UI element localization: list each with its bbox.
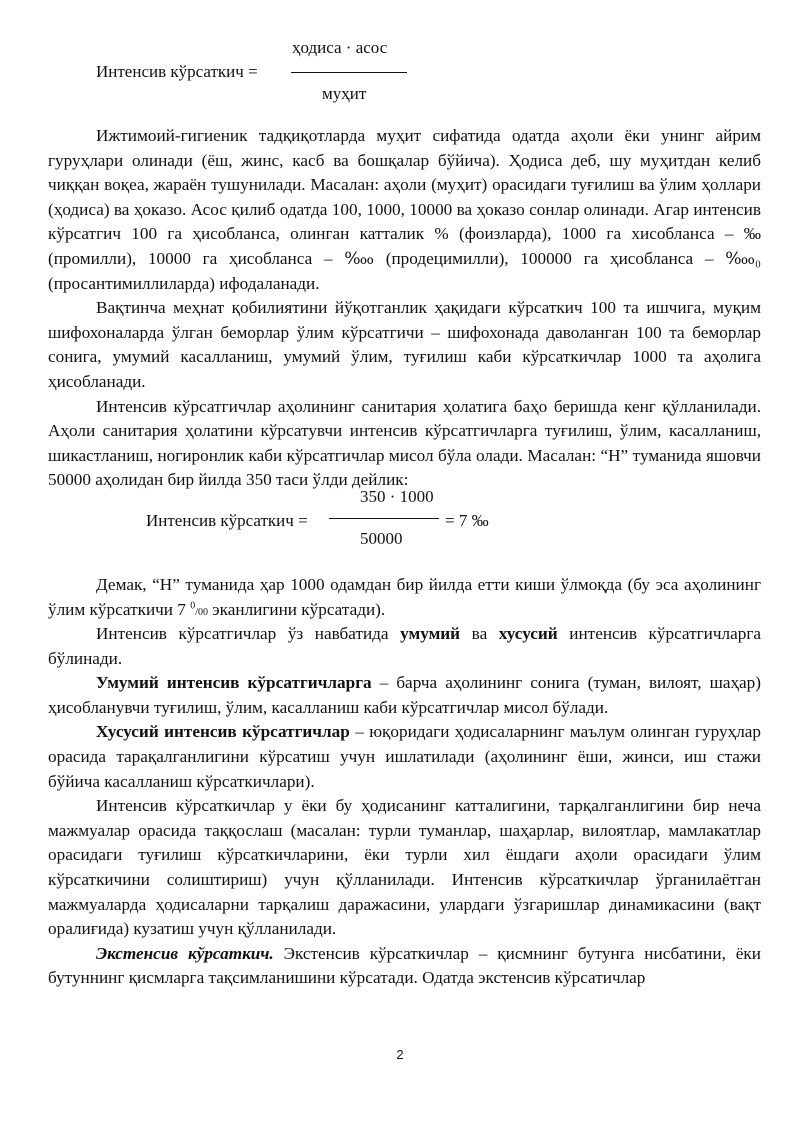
fraction-bar [329, 518, 439, 519]
intensive-formula-example [48, 486, 761, 569]
formula-lhs: Интенсив кўрсаткич = [96, 62, 258, 81]
intensive-formula-general [96, 38, 436, 108]
paragraph-types [48, 622, 761, 671]
text-run: интенсив кўрсатгичларга бўлинади. [48, 624, 761, 668]
formula-result: = 7 ‰ [445, 510, 489, 530]
bold-term: Хусусий интенсив кўрсатгичлар [96, 722, 350, 742]
paragraph-bases: Вақтинча меҳнат қобилиятини йўқотганлик ҳақидаги кўрсаткич 100 та ишчига, муқим шифохоналарда ўлган беморлар ўлим кўрсатгичи – шифохонада даволанган 100 та беморлар сонига, умумий касалланиш, умумий ўлим, туғилиш каби кўрсаткичлар 1000 та аҳолига ҳисобланади. [48, 298, 761, 391]
text-run: Экстенсив кўрсаткичлар – қисмнинг бутунга нисбатини, ёки бутуннинг қисмларга тақсимланишини кўрсатади. Одатда экстенсив кўрсатичлар [48, 943, 761, 988]
text-run: ва [460, 624, 499, 644]
paragraph-extensive [48, 942, 761, 991]
paragraph-general-intensive [48, 671, 761, 720]
superscript: 0 [190, 599, 196, 611]
formula-denominator: 50000 [360, 528, 403, 548]
text-run: – барча аҳолининг сонига (туман, вилоят, шаҳар) ҳисобланувчи туғилиш, ўлим, касалланиш каби кўрсатгичлар мисол бўлади. [48, 673, 761, 717]
text-run: эканлигини кўрсатади). [207, 599, 386, 619]
bold-term: Умумий интенсив кўрсатгичларга [96, 673, 372, 693]
paragraph-conclusion [48, 573, 761, 622]
paragraph-example-intro: Интенсив кўрсатгичлар аҳолининг санитария ҳолатига баҳо беришда кенг қўлланилади. Аҳоли санитария ҳолатини кўрсатувчи интенсив кўрсатгичларга туғилиш, ўлим, касалланиш, шикастланиш, ногиронлик каби кўрсатгичлар мисол бўла олади. Масалан: “Н” туманида яшовчи 50000 аҳолидан бир йилда 350 таси ўлди дейлик: [48, 396, 761, 490]
paragraph-usage: Интенсив кўрсаткичлар у ёки бу ҳодисанинг катталигини, тарқалганлигини бир неча мажмуалар орасида таққослаш (масалан: турли туманлар, шаҳарлар, вилоятлар, мамлакатлар орасидаги туғилиш кўрсаткичларини, ёки турли хил ёшдаги аҳоли орасидаги ўлим кўрсаткичини солиштириш) учун қўлланилади. Интенсив кўрсаткичлар ўрганилаётган мажмуаларда ҳодисаларни тарқалиш даражасини, улардаги ўзгаришлар динамикасини (вақт оралиғида) кузатиш учун қўлланилади. [48, 796, 761, 939]
paragraph-special-intensive [48, 720, 761, 794]
document-body [48, 124, 761, 991]
bold-italic-term: Экстенсив кўрсаткич. [96, 943, 274, 963]
fraction-bar [291, 72, 407, 73]
text-run: Демак, “Н” туманида ҳар 1000 одамдан бир йилда етти киши ўлмоқда (бу эса аҳолининг ўлим кўрсаткичи 7 [48, 574, 761, 619]
bold-term: хусусий [498, 624, 558, 644]
subscript: /00 [195, 606, 208, 618]
formula-numerator: ҳодиса · асос [292, 38, 388, 57]
bold-term: умумий [400, 624, 461, 644]
text-run: Интенсив кўрсатгичлар ўз навбатида [96, 624, 401, 644]
formula-denominator: муҳит [322, 84, 367, 103]
formula-lhs: Интенсив кўрсаткич = [146, 510, 308, 530]
formula-numerator: 350 · 1000 [360, 486, 434, 506]
text-run: – юқоридаги ҳодисаларнинг маълум олинган гуруҳлар орасида тарақалганлигини кўрсатиш учун ишлатилади (аҳолининг ёши, жинси, иш стажи бўйича касалланиш кўрсаткичлари). [48, 722, 762, 791]
paragraph-environment-definition: Ижтимоий-гигиеник тадқиқотларда муҳит сифатида одатда аҳоли ёки унинг айрим гуруҳлари олинади (ёш, жинс, касб ва бошқалар бўйича). Ҳодиса деб, шу муҳитдан келиб чиққан воқеа, жараён тушунилади. Масалан: аҳоли (муҳит) орасидаги туғилиш ва ўлим ҳоллари (ҳодиса) ва ҳоказо. Асос қилиб одатда 100, 1000, 10000 ва ҳоказо сонлар олинади. Агар интенсив кўрсатгич 100 га ҳисобланса, олинган катталик % (фоизларда), 1000 га хисобланса – ‰ (промилли), 10000 га ҳисобланса – ‱ (продецимилли), 100000 га ҳисобланса – ‱₀ (просантимиллиларда) ифодаланади. [48, 126, 761, 293]
page-number: 2 [396, 1047, 404, 1062]
